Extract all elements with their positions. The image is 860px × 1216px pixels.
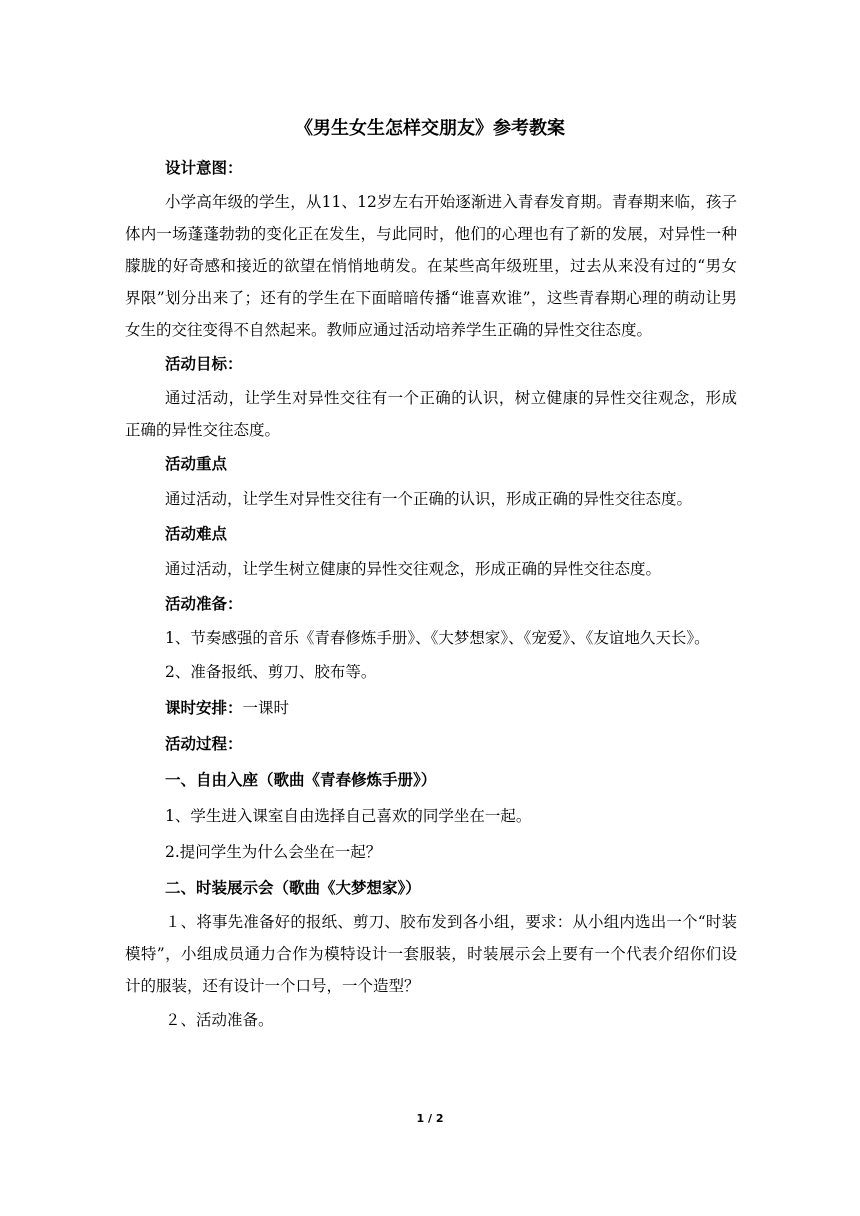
part2-item-2: ２、活动准备。	[165, 1011, 274, 1029]
preparation-heading: 活动准备：	[165, 595, 243, 613]
document-title: 《男生女生怎样交朋友》参考教案	[295, 118, 565, 139]
part2-item-1: １、将事先准备好的报纸、剪刀、胶布发到各小组，要求：从小组内选出一个“时装模特”，小组成员通力合作为模特设计一套服装，时装展示会上要有一个代表介绍你们设计的服装，还有设计一个口号，一个造型？	[125, 913, 737, 995]
part1-heading: 一、自由入座（歌曲《青春修炼手册》）	[165, 771, 437, 789]
key-point-paragraph: 通过活动，让学生对异性交往有一个正确的认识，形成正确的异性交往态度。	[165, 490, 693, 508]
goal-heading: 活动目标：	[165, 355, 243, 373]
part1-item-1: 1、学生进入课室自由选择自己喜欢的同学坐在一起。	[165, 807, 532, 825]
part1-item-2: 2.提问学生为什么会坐在一起？	[165, 843, 382, 861]
difficulty-paragraph: 通过活动，让学生树立健康的异性交往观念，形成正确的异性交往态度。	[165, 560, 662, 578]
design-paragraph: 小学高年级的学生，从11、12岁左右开始逐渐进入青春发育期。青春期来临，孩子体内一场蓬蓬勃勃的变化正在发生，与此同时，他们的心理也有了新的发展，对异性一种朦胧的好奇感和接近的欲望在悄悄地萌发。在某些高年级班里，过去从来没有过的“男女界限”划分出来了；还有的学生在下面暗暗传播“谁喜欢谁”，这些青春期心理的萌动让男女生的交往变得不自然起来。教师应通过活动培养学生正确的异性交往态度。	[125, 193, 737, 339]
design-heading: 设计意图：	[165, 159, 243, 177]
preparation-item-2: 2、准备报纸、剪刀、胶布等。	[165, 663, 377, 681]
schedule-line	[125, 690, 737, 726]
document-body	[125, 150, 737, 1038]
schedule-value: 一课时	[242, 699, 290, 717]
difficulty-heading: 活动难点	[165, 525, 228, 543]
key-point-heading: 活动重点	[165, 455, 228, 473]
page-number: 1 / 2	[416, 1112, 444, 1125]
schedule-label: 课时安排：	[165, 699, 243, 717]
part2-heading: 二、时装展示会（歌曲《大梦想家》）	[165, 879, 421, 897]
goal-paragraph: 通过活动，让学生对异性交往有一个正确的认识，树立健康的异性交往观念，形成正确的异性交往态度。	[125, 389, 737, 439]
preparation-item-1: 1、节奏感强的音乐《青春修炼手册》、《大梦想家》、《宠爱》、《友谊地久天长》。	[165, 629, 710, 647]
process-heading: 活动过程：	[165, 735, 243, 753]
